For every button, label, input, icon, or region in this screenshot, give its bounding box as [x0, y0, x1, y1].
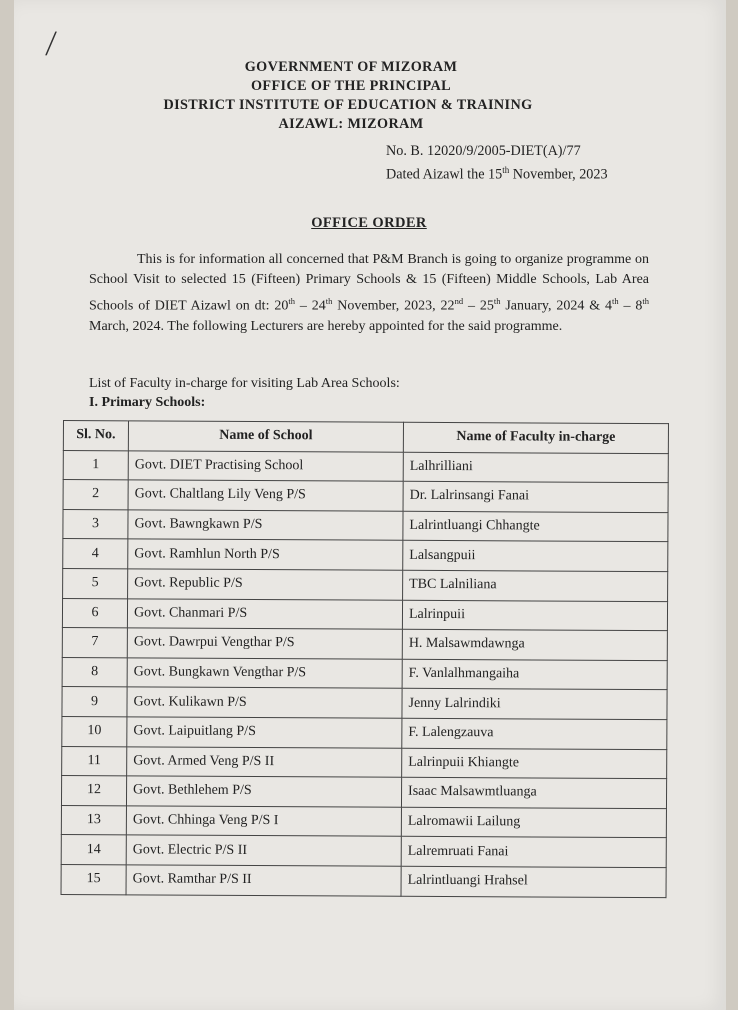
table-row — [63, 509, 668, 542]
sl-no-cell: 14 — [61, 835, 126, 865]
faculty-name-cell: F. Vanlalhmangaiha — [402, 659, 667, 690]
school-name-cell: Govt. Ramthar P/S II — [126, 865, 401, 896]
sl-no-cell: 8 — [62, 657, 127, 687]
body-sup: th — [642, 295, 650, 306]
table-row — [61, 776, 666, 809]
faculty-name-cell: H. Malsawmdawnga — [402, 629, 667, 660]
school-name-cell: Govt. Chhinga Veng P/S I — [126, 806, 401, 837]
sl-no-cell: 15 — [61, 864, 126, 894]
school-name-cell: Govt. Chaltlang Lily Veng P/S — [128, 480, 403, 511]
table-row — [63, 480, 668, 513]
date-suffix: November, 2023 — [509, 166, 608, 183]
table-row — [61, 864, 666, 897]
header-institute: DISTRICT INSTITUTE OF EDUCATION & TRAINING — [163, 97, 533, 113]
body-sup: th — [325, 295, 333, 306]
sl-no-cell: 13 — [61, 805, 126, 835]
body-text: – 25 — [463, 298, 494, 314]
table-header-row — [63, 421, 668, 454]
table-row — [61, 805, 666, 838]
sl-no-cell: 12 — [61, 776, 126, 806]
faculty-name-cell: Jenny Lalrindiki — [402, 689, 667, 720]
sl-no-cell: 9 — [62, 687, 127, 717]
sl-no-cell: 10 — [62, 716, 127, 746]
sl-no-cell: 2 — [63, 480, 128, 510]
table-row — [62, 628, 667, 661]
reference-date — [386, 161, 608, 185]
school-name-cell: Govt. Laipuitlang P/S — [127, 717, 402, 748]
sl-no-cell: 11 — [62, 746, 127, 776]
school-name-cell: Govt. Bungkawn Vengthar P/S — [127, 658, 402, 689]
body-sup: nd — [454, 295, 464, 306]
school-name-cell: Govt. Dawrpui Vengthar P/S — [127, 628, 402, 659]
body-text: November, 2023, 22 — [332, 298, 455, 314]
date-sup: th — [502, 165, 510, 175]
school-name-cell: Govt. Ramhlun North P/S — [128, 539, 403, 570]
faculty-name-cell: Lalrinpuii — [402, 600, 667, 631]
faculty-name-cell: Isaac Malsawmtluanga — [401, 777, 666, 808]
faculty-table — [61, 420, 669, 898]
faculty-name-cell: Lalhrilliani — [403, 452, 668, 483]
school-name-cell: Govt. Bethlehem P/S — [126, 776, 401, 807]
sl-no-cell: 1 — [63, 450, 128, 480]
header-location: AIZAWL: MIZORAM — [278, 116, 424, 132]
reference-block — [386, 142, 608, 185]
body-text: March, 2024. The following Lecturers are hereby appointed for the said programme. — [89, 318, 563, 334]
header-faculty: Name of Faculty in-charge — [403, 422, 668, 453]
body-text: January, 2024 & 4 — [500, 298, 612, 314]
section-label: I. Primary Schools: — [89, 395, 206, 410]
body-paragraph — [89, 250, 649, 337]
handwritten-mark: / — [44, 25, 58, 62]
sl-no-cell: 7 — [62, 628, 127, 658]
faculty-name-cell: TBC Lalniliana — [403, 570, 668, 601]
school-name-cell: Govt. Chanmari P/S — [127, 598, 402, 629]
header-office: OFFICE OF THE PRINCIPAL — [250, 78, 452, 94]
document-title: OFFICE ORDER — [311, 215, 427, 231]
faculty-name-cell: Lalremruati Fanai — [401, 837, 666, 868]
list-label: List of Faculty in-charge for visiting Lab Area Schools: — [89, 376, 400, 391]
sl-no-cell: 3 — [63, 509, 128, 539]
body-text: – 8 — [618, 298, 643, 314]
table-row — [63, 539, 668, 572]
faculty-name-cell: Lalrintluangi Chhangte — [403, 511, 668, 542]
header-school: Name of School — [128, 421, 403, 452]
faculty-name-cell: Lalsangpuii — [403, 541, 668, 572]
sl-no-cell: 5 — [63, 568, 128, 598]
table-row — [63, 450, 668, 483]
school-name-cell: Govt. DIET Practising School — [128, 450, 403, 481]
school-name-cell: Govt. Electric P/S II — [126, 835, 401, 866]
body-sup: th — [288, 295, 295, 306]
school-name-cell: Govt. Bawngkawn P/S — [128, 510, 403, 541]
table-row — [61, 835, 666, 868]
school-name-cell: Govt. Republic P/S — [128, 569, 403, 600]
sl-no-cell: 4 — [63, 539, 128, 569]
header-government: GOVERNMENT OF MIZORAM — [244, 59, 458, 75]
faculty-name-cell: Dr. Lalrinsangi Fanai — [403, 481, 668, 512]
header-sl-no: Sl. No. — [63, 421, 128, 451]
date-prefix: Dated Aizawl the 15 — [386, 166, 503, 183]
faculty-name-cell: Lalromawii Lailung — [401, 807, 666, 838]
table-row — [62, 716, 667, 749]
body-sup: th — [493, 295, 501, 306]
sl-no-cell: 6 — [62, 598, 127, 628]
table-row — [62, 657, 667, 690]
body-sup: th — [612, 295, 619, 306]
body-text: This is for information all concerned that P&M Branch is going to organize programme on School Visit to selected 15 (Fifteen) Primary Schools & 15 (Fifteen) Middle Schools, Lab Area Schools of DIET Aizawl on dt: 20 — [89, 252, 649, 314]
body-text: – 24 — [294, 298, 326, 314]
table-row — [62, 746, 667, 779]
school-name-cell: Govt. Kulikawn P/S — [127, 687, 402, 718]
table-row — [62, 598, 667, 631]
faculty-name-cell: F. Lalengzauva — [402, 718, 667, 749]
school-name-cell: Govt. Armed Veng P/S II — [127, 746, 402, 777]
faculty-name-cell: Lalrinpuii Khiangte — [402, 748, 667, 779]
reference-number: No. B. 12020/9/2005-DIET(A)/77 — [386, 143, 581, 159]
table-row — [62, 687, 667, 720]
faculty-name-cell: Lalrintluangi Hrahsel — [401, 866, 666, 897]
letterhead — [0, 58, 738, 134]
table-row — [63, 568, 668, 601]
